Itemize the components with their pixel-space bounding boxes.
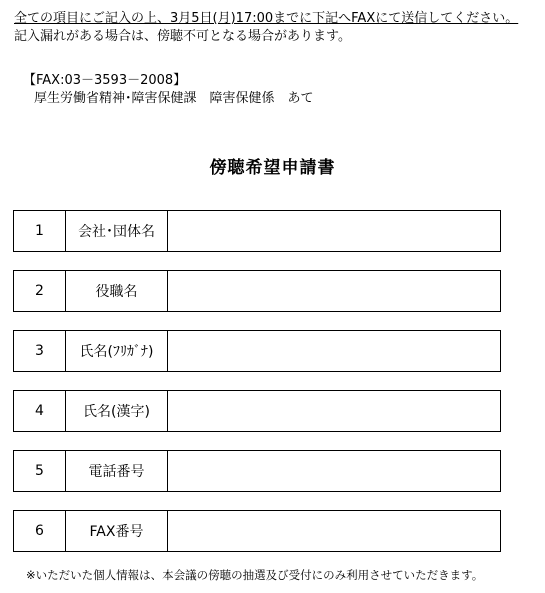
row-label: FAX番号 — [66, 511, 168, 551]
form-row-fax — [13, 510, 501, 552]
company-field[interactable] — [168, 211, 500, 251]
row-number: 6 — [14, 511, 66, 551]
row-label: 氏名(漢字) — [66, 391, 168, 431]
row-label: 電話番号 — [66, 451, 168, 491]
form-row-position — [13, 270, 501, 312]
row-number: 3 — [14, 331, 66, 371]
row-label: 氏名(ﾌﾘｶﾞﾅ) — [66, 331, 168, 371]
form-title: 傍聴希望申請書 — [209, 158, 336, 178]
privacy-footnote: ※いただいた個人情報は、本会議の傍聴の抽選及び受付にのみ利用させていただきます。 — [26, 568, 484, 582]
row-number: 4 — [14, 391, 66, 431]
name-kana-field[interactable] — [168, 331, 500, 371]
form-row-name-kana — [13, 330, 501, 372]
row-number: 5 — [14, 451, 66, 491]
recipient: 厚生労働省精神･障害保健課 障害保健係 あて — [34, 91, 314, 106]
form-row-name-kanji — [13, 390, 501, 432]
phone-field[interactable] — [168, 451, 500, 491]
application-form — [13, 210, 501, 570]
name-kanji-field[interactable] — [168, 391, 500, 431]
row-label: 役職名 — [66, 271, 168, 311]
row-number: 2 — [14, 271, 66, 311]
row-number: 1 — [14, 211, 66, 251]
fax-field[interactable] — [168, 511, 500, 551]
form-row-company — [13, 210, 501, 252]
form-row-phone — [13, 450, 501, 492]
omission-warning: 記入漏れがある場合は、傍聴不可となる場合があります。 — [14, 29, 351, 44]
deadline-notice — [14, 10, 534, 28]
deadline-notice-text: 全ての項目にご記入の上、3月5日(月)17:00までに下記へFAXにて送信してください。 — [14, 11, 519, 26]
position-field[interactable] — [168, 271, 500, 311]
row-label: 会社･団体名 — [66, 211, 168, 251]
fax-number: 【FAX:03－3593－2008】 — [23, 73, 187, 88]
